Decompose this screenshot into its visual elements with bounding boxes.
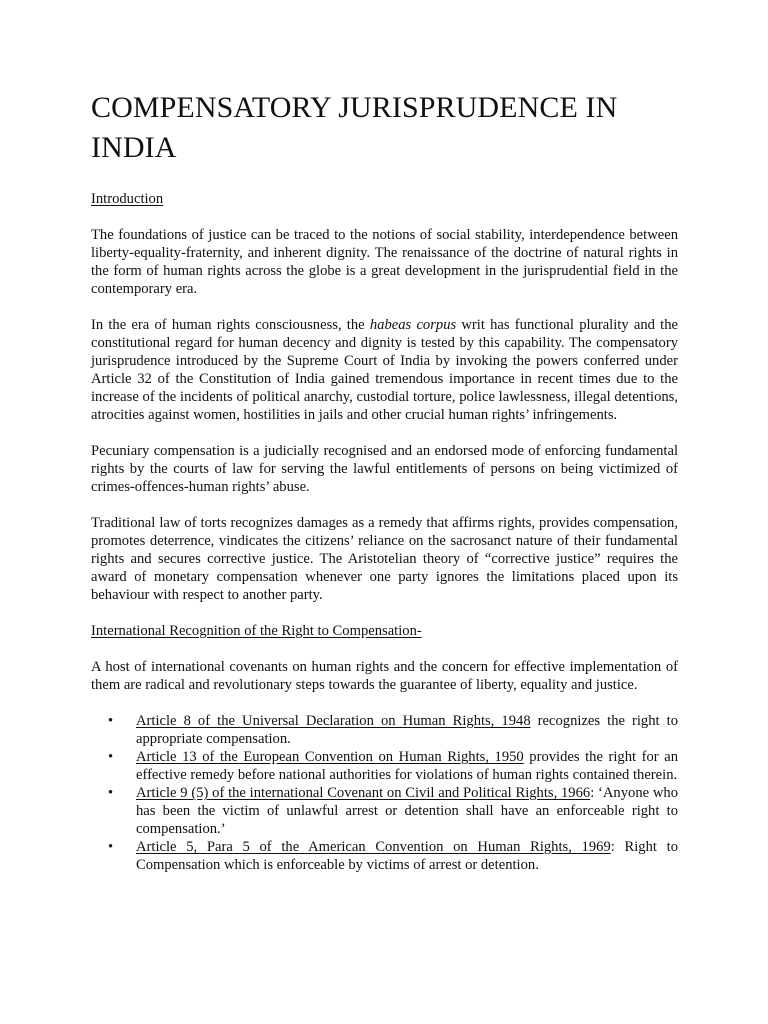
covenant-description: : Right to Compensation which is enforceable by victims of arrest or detention.: [136, 839, 678, 873]
intro-paragraph-2-after: writ has functional plurality and the constitutional regard for human decency and dignity is tested by this capability. The compensatory jurisprudence introduced by the Supreme Court of India by invoking the powers conferred under Article 32 of the Constitution of India gained tremendous importance in recent times due to the increase of the incidents of political anarchy, custodial torture, police lawlessness, illegal detentions, atrocities against women, hostilities in jails and other crucial human rights’ infringements.: [91, 317, 678, 423]
covenant-reference: Article 13 of the European Convention on Human Rights, 1950: [136, 749, 524, 765]
bullet-icon: •: [108, 785, 114, 801]
document-title: COMPENSATORY JURISPRUDENCE IN INDIA: [91, 91, 618, 164]
intro-paragraph-4: Traditional law of torts recognizes damages as a remedy that affirms rights, provides compensation, promotes deterrence, vindicates the citizens’ reliance on the sacrosanct nature of their fundamental rights and secures corrective justice. The Aristotelian theory of “corrective justice” requires the award of monetary compensation whenever one party ignores the limitations placed upon its behaviour with respect to another party.: [91, 515, 678, 603]
bullet-icon: •: [108, 839, 114, 855]
section-heading-international-recognition: International Recognition of the Right to Compensation-: [91, 623, 422, 639]
covenant-list: [91, 712, 678, 874]
intro-paragraph-3: Pecuniary compensation is a judicially recognised and an endorsed mode of enforcing fundamental rights by the courts of law for serving the lawful entitlements of persons on being victimized of crimes-offences-human rights’ abuse.: [91, 443, 678, 495]
intro-paragraph-2-before: In the era of human rights consciousness, the: [91, 317, 370, 333]
covenant-description: : ‘Anyone who has been the victim of unlawful arrest or detention shall have an enforceable right to compensation.’: [136, 785, 678, 837]
bullet-icon: •: [108, 749, 114, 765]
section-heading-introduction: Introduction: [91, 191, 164, 207]
intro-paragraph-2: [91, 316, 678, 424]
covenant-reference: Article 8 of the Universal Declaration on Human Rights, 1948: [136, 713, 531, 729]
covenant-description: recognizes the right to appropriate compensation.: [136, 713, 678, 747]
covenant-reference: Article 9 (5) of the international Covenant on Civil and Political Rights, 1966: [136, 785, 591, 801]
covenant-reference: Article 5, Para 5 of the American Convention on Human Rights, 1969: [136, 839, 611, 855]
list-item: [108, 712, 678, 748]
international-paragraph-1: A host of international covenants on human rights and the concern for effective implementation of them are radical and revolutionary steps towards the guarantee of liberty, equality and justice.: [91, 659, 678, 693]
bullet-icon: •: [108, 713, 114, 729]
list-item: [108, 784, 678, 838]
list-item: [108, 838, 678, 874]
covenant-description: provides the right for an effective remedy before national authorities for violations of human rights contained therein.: [136, 749, 678, 783]
list-item: [108, 748, 678, 784]
habeas-corpus-term: habeas corpus: [369, 317, 457, 333]
intro-paragraph-1: The foundations of justice can be traced to the notions of social stability, interdependence between liberty-equality-fraternity, and inherent dignity. The renaissance of the doctrine of natural rights in the form of human rights across the globe is a great development in the jurisprudential field in the contemporary era.: [91, 227, 678, 297]
